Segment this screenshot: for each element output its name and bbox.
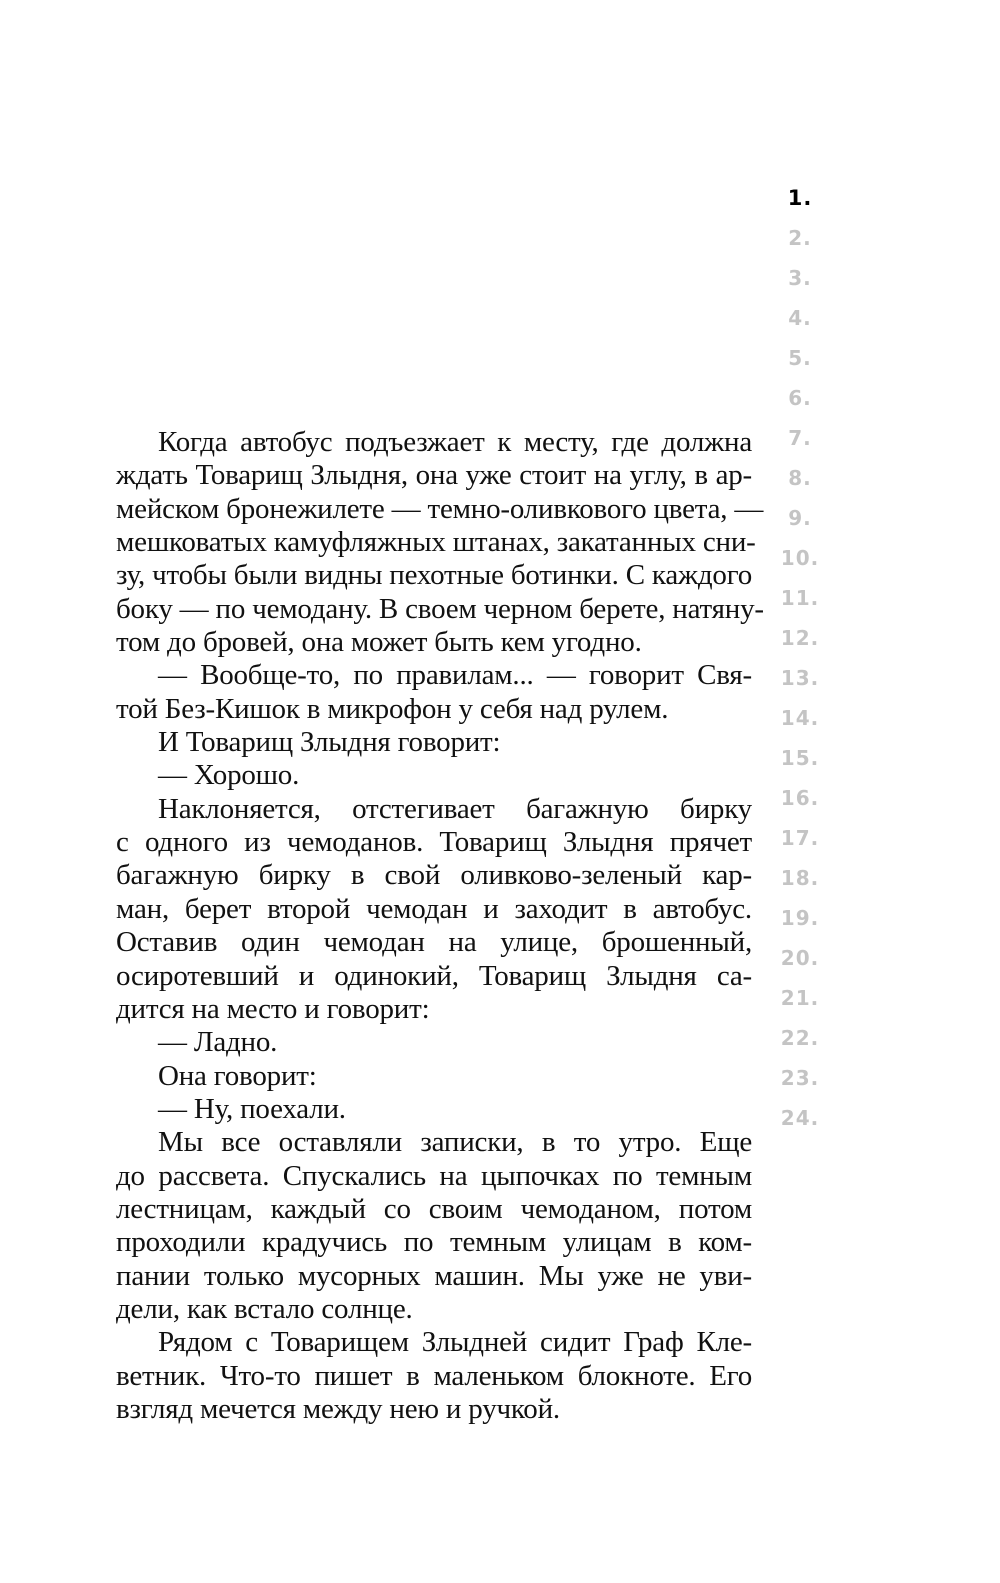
chapter-index-item: 11. bbox=[780, 586, 820, 610]
text-line: пании только мусорных машин. Мы уже не уви- bbox=[116, 1259, 752, 1292]
text-line: взгляд мечется между нею и ручкой. bbox=[116, 1392, 560, 1425]
chapter-index-item: 19. bbox=[780, 906, 820, 930]
chapter-index-item: 23. bbox=[780, 1066, 820, 1090]
text-line: Рядом с Товарищем Злыдней сидит Граф Кле- bbox=[158, 1326, 752, 1359]
text-line: Когда автобус подъезжает к месту, где должна bbox=[158, 426, 752, 458]
text-line: — Ну, поехали. bbox=[158, 1092, 346, 1125]
chapter-index-item: 6. bbox=[788, 386, 812, 410]
text-line: И Товарищ Злыдня говорит: bbox=[158, 726, 501, 759]
text-line: осиротевший и одинокий, Товарищ Злыдня са- bbox=[116, 959, 752, 992]
chapter-index bbox=[770, 178, 830, 1138]
body-text bbox=[116, 426, 764, 1426]
text-line: — Вообще-то, по правилам... — говорит Свя- bbox=[158, 659, 752, 692]
text-line: лестницам, каждый со своим чемоданом, потом bbox=[116, 1192, 752, 1225]
text-line: зу, чтобы были видны пехотные ботинки. С каждого bbox=[116, 559, 753, 592]
chapter-index-item: 3. bbox=[788, 266, 812, 290]
text-line: Наклоняется, отстегивает багажную бирку bbox=[158, 792, 752, 825]
chapter-index-item: 2. bbox=[788, 226, 812, 250]
text-line: Мы все оставляли записки, в то утро. Еще bbox=[158, 1126, 752, 1159]
chapter-index-item: 15. bbox=[780, 746, 820, 770]
chapter-index-item: 16. bbox=[780, 786, 820, 810]
text-line: ман, берет второй чемодан и заходит в автобус. bbox=[116, 892, 752, 925]
text-line: дели, как встало солнце. bbox=[116, 1292, 413, 1325]
text-line: боку — по чемодану. В своем черном берете, натяну- bbox=[116, 592, 764, 625]
text-line: ждать Товарищ Злыдня, она уже стоит на углу, в ар- bbox=[116, 459, 752, 492]
text-line: Она говорит: bbox=[158, 1059, 317, 1092]
chapter-index-item: 21. bbox=[780, 986, 820, 1010]
chapter-index-item: 5. bbox=[788, 346, 812, 370]
chapter-index-item: 1. bbox=[787, 186, 813, 210]
chapter-index-item: 13. bbox=[780, 666, 820, 690]
text-line: до рассвета. Спускались на цыпочках по темным bbox=[116, 1159, 752, 1192]
text-line: с одного из чемоданов. Товарищ Злыдня прячет bbox=[116, 826, 752, 859]
chapter-index-item: 22. bbox=[780, 1026, 820, 1050]
chapter-index-item: 4. bbox=[788, 306, 812, 330]
text-line: ветник. Что-то пишет в маленьком блокноте. Его bbox=[116, 1359, 752, 1392]
chapter-index-item: 8. bbox=[788, 466, 812, 490]
text-line: багажную бирку в свой оливково-зеленый кар- bbox=[116, 859, 752, 892]
text-line: Оставив один чемодан на улице, брошенный, bbox=[116, 926, 752, 959]
text-line: проходили крадучись по темным улицам в ком- bbox=[116, 1226, 752, 1259]
text-line: мешковатых камуфляжных штанах, закатанных сни- bbox=[116, 526, 756, 559]
text-line: дится на место и говорит: bbox=[116, 992, 430, 1025]
chapter-index-item: 17. bbox=[780, 826, 820, 850]
chapter-index-item: 14. bbox=[780, 706, 820, 730]
chapter-index-item: 7. bbox=[788, 426, 812, 450]
text-line: мейском бронежилете — темно-оливкового цвета, — bbox=[116, 492, 764, 525]
text-line: — Ладно. bbox=[158, 1026, 278, 1059]
chapter-index-item: 18. bbox=[780, 866, 820, 890]
chapter-index-item: 20. bbox=[780, 946, 820, 970]
chapter-index-item: 12. bbox=[780, 626, 820, 650]
chapter-index-item: 9. bbox=[788, 506, 812, 530]
text-line: той Без-Кишок в микрофон у себя над рулем. bbox=[116, 692, 669, 725]
chapter-index-item: 10. bbox=[780, 546, 820, 570]
chapter-index-item: 24. bbox=[780, 1106, 820, 1130]
text-line: — Хорошо. bbox=[158, 759, 300, 792]
text-line: том до бровей, она может быть кем угодно. bbox=[116, 626, 642, 659]
